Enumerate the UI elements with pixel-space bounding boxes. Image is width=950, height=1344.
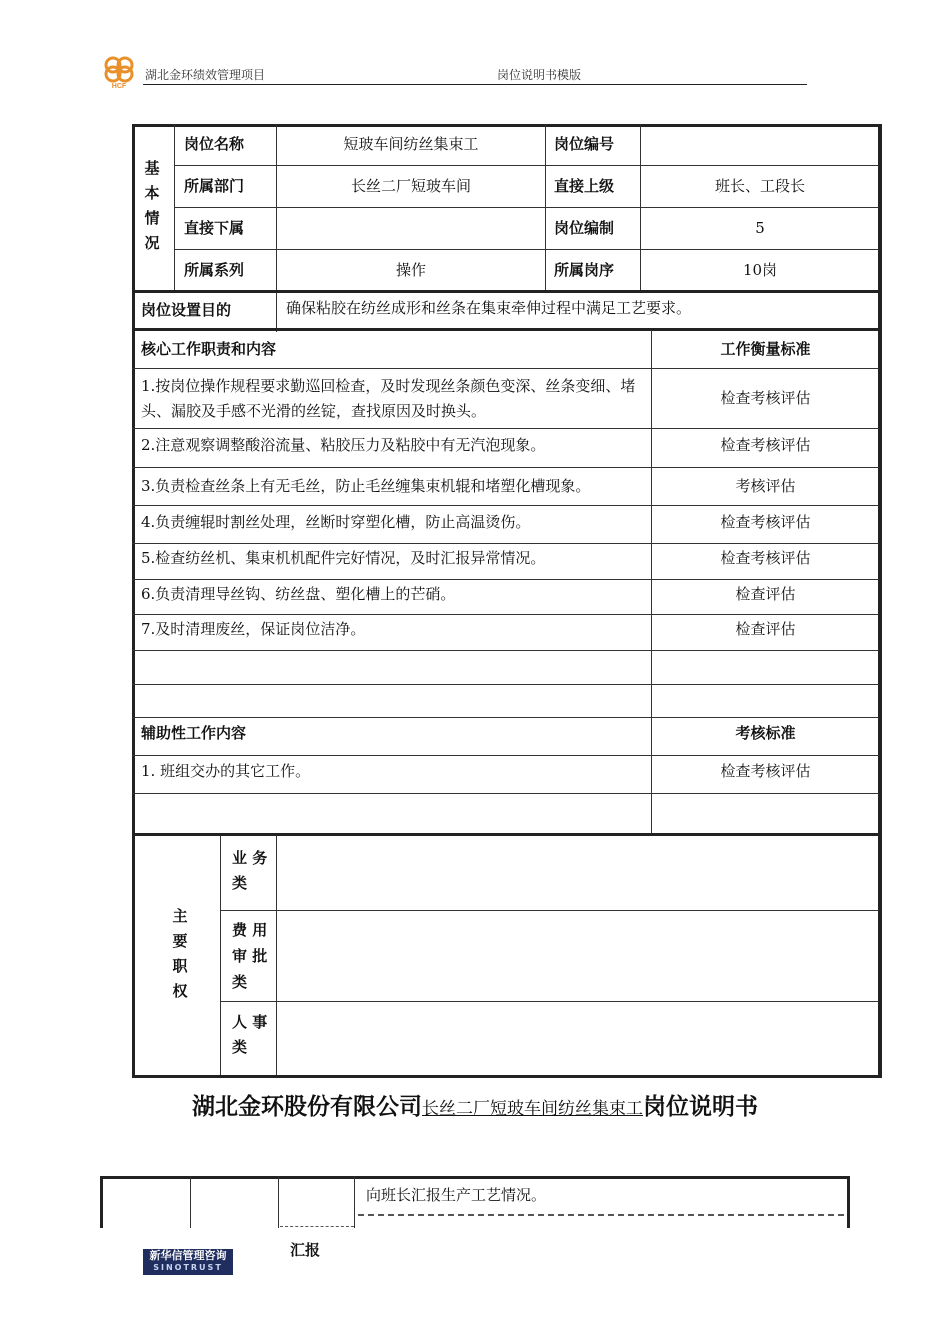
report-text: 向班长汇报生产工艺情况。 xyxy=(366,1185,547,1204)
header-divider xyxy=(143,84,807,85)
value-direct-superior: 班长、工段长 xyxy=(714,177,805,195)
dashed-divider xyxy=(358,1214,844,1216)
core-duty-item: 2.注意观察调整酸浴流量、粘胶压力及粘胶中有无汽泡现象。 xyxy=(141,435,546,454)
auxiliary-standard: 检查考核评估 xyxy=(720,761,811,780)
label-purpose: 岗位设置目的 xyxy=(141,301,232,319)
auxiliary-header: 辅助性工作内容 xyxy=(141,723,247,742)
label-headcount: 岗位编制 xyxy=(554,219,615,237)
core-duty-item: 7.及时清理废丝，保证岗位洁净。 xyxy=(141,619,366,638)
sinotrust-logo xyxy=(143,1249,233,1275)
auxiliary-item xyxy=(141,794,649,832)
report-label: 汇报 xyxy=(290,1241,321,1259)
value-headcount: 5 xyxy=(755,219,765,237)
auxiliary-standard-header: 考核标准 xyxy=(735,723,796,742)
value-rank: 10岗 xyxy=(742,260,778,279)
authority-business-label: 业 务 类 xyxy=(232,849,268,892)
core-duty-standard: 检查评估 xyxy=(735,619,796,638)
value-purpose: 确保粘胶在纺丝成形和丝条在集束牵伸过程中满足工艺要求。 xyxy=(286,298,692,317)
label-rank: 所属岗序 xyxy=(554,260,615,279)
value-position-name: 短玻车间纺丝集束工 xyxy=(343,135,479,153)
auxiliary-standard xyxy=(652,794,879,832)
title-suffix: 岗位说明书 xyxy=(643,1094,758,1120)
job-description-table xyxy=(132,124,882,1078)
core-duty-standard xyxy=(652,685,879,717)
title-position: 长丝二厂短玻车间纺丝集束工 xyxy=(422,1099,643,1119)
logo-text: HCF xyxy=(111,83,127,90)
authority-group-label: 主 要 职 权 xyxy=(172,907,188,1000)
core-duty-standard xyxy=(652,651,879,684)
core-duty-standard: 检查考核评估 xyxy=(720,435,811,454)
document-title xyxy=(0,1088,950,1121)
core-duty-item xyxy=(141,685,649,717)
core-duty-standard: 检查评估 xyxy=(735,584,796,603)
core-duty-item: 1.按岗位操作规程要求勤巡回检查，及时发现丝条颜色变深、丝条变细、堵头、漏胶及手感不光滑的丝锭，查找原因及时换头。 xyxy=(141,376,636,420)
label-direct-subordinate: 直接下属 xyxy=(184,219,245,237)
core-duty-item: 4.负责缠辊时割丝处理，丝断时穿塑化槽，防止高温烫伤。 xyxy=(141,512,531,531)
core-duties-header: 核心工作职责和内容 xyxy=(141,340,277,358)
value-direct-subordinate xyxy=(277,208,545,249)
core-duty-item: 6.负责清理导丝钩、纺丝盘、塑化槽上的芒硝。 xyxy=(141,584,456,603)
core-duty-standard: 考核评估 xyxy=(735,477,796,495)
label-position-name: 岗位名称 xyxy=(184,135,245,153)
basic-info-group-label: 基 本 情 况 xyxy=(144,159,160,252)
header-template-name: 岗位说明书模版 xyxy=(497,68,582,82)
title-company: 湖北金环股份有限公司 xyxy=(192,1094,422,1120)
core-duty-standard: 检查考核评估 xyxy=(720,548,811,567)
header-project-name: 湖北金环绩效管理项目 xyxy=(145,68,266,82)
core-standard-header: 工作衡量标准 xyxy=(720,340,811,358)
core-duty-standard: 检查考核评估 xyxy=(720,389,811,407)
authority-expense-value xyxy=(282,911,872,1000)
label-department: 所属部门 xyxy=(184,177,245,195)
label-position-code: 岗位编号 xyxy=(554,135,615,153)
core-duty-item xyxy=(141,651,649,684)
hcf-logo-icon xyxy=(100,54,140,90)
value-series: 操作 xyxy=(395,260,426,279)
authority-hr-label: 人 事 类 xyxy=(232,1013,268,1056)
authority-expense-label: 费 用 审 批 类 xyxy=(232,921,268,991)
dashed-divider-small xyxy=(280,1226,354,1227)
footer-logo-line2: SINOTRUST xyxy=(153,1263,223,1272)
value-position-code xyxy=(641,124,879,165)
authority-hr-value xyxy=(282,1002,872,1074)
auxiliary-item: 1. 班组交办的其它工作。 xyxy=(141,761,311,780)
label-direct-superior: 直接上级 xyxy=(554,177,615,195)
authority-business-value xyxy=(282,836,872,909)
core-duty-item: 3.负责检查丝条上有无毛丝，防止毛丝缠集束机辊和堵塑化槽现象。 xyxy=(141,477,591,495)
core-duty-standard: 检查考核评估 xyxy=(720,512,811,531)
core-duty-item: 5.检查纺丝机、集束机机配件完好情况，及时汇报异常情况。 xyxy=(141,548,546,567)
value-department: 长丝二厂短玻车间 xyxy=(350,177,471,195)
reporting-table-fragment xyxy=(100,1176,850,1228)
footer-logo-line1: 新华信管理咨询 xyxy=(149,1249,227,1262)
label-series: 所属系列 xyxy=(184,260,245,279)
